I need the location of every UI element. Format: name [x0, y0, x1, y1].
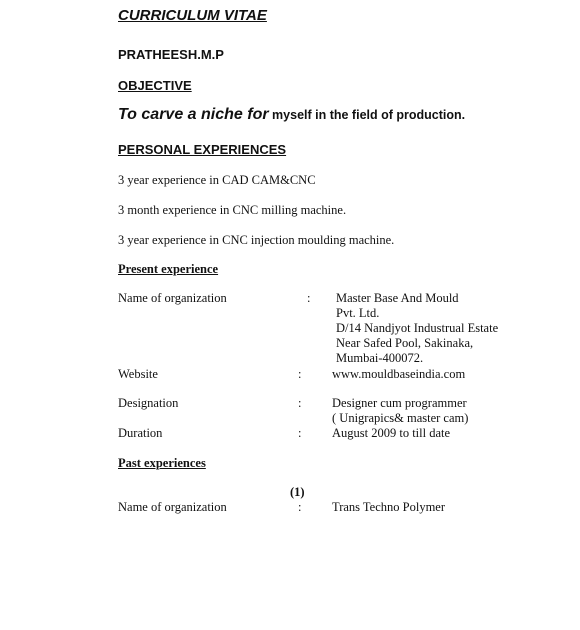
website-value: www.mouldbaseindia.com [332, 367, 466, 381]
present-experience-heading: Present experience [118, 262, 219, 276]
document-title: CURRICULUM VITAE [118, 7, 267, 24]
website-label: Website [118, 367, 158, 381]
present-org-line: D/14 Nandjyot Industrual Estate [336, 321, 499, 335]
experience-item: 3 year experience in CAD CAM&CNC [118, 173, 316, 187]
designation-label: Designation [118, 396, 179, 410]
present-org-colon: : [307, 291, 311, 305]
past-org-label: Name of organization [118, 500, 227, 514]
duration-label: Duration [118, 426, 163, 440]
past-org-colon: : [298, 500, 302, 514]
past-entry-number: (1) [290, 485, 305, 499]
objective-rest: myself in the field of production. [268, 108, 466, 122]
past-experiences-heading: Past experiences [118, 456, 206, 470]
present-org-line: Pvt. Ltd. [336, 306, 380, 320]
present-org-line: Near Safed Pool, Sakinaka, [336, 336, 474, 350]
designation-line: ( Unigrapics& master cam) [332, 411, 469, 425]
duration-colon: : [298, 426, 302, 440]
website-colon: : [298, 367, 302, 381]
personal-experiences-heading: PERSONAL EXPERIENCES [118, 142, 287, 157]
objective-statement [118, 106, 465, 124]
designation-line: Designer cum programmer [332, 396, 467, 410]
objective-heading: OBJECTIVE [118, 78, 192, 93]
past-org-value: Trans Techno Polymer [332, 500, 446, 514]
candidate-name: PRATHEESH.M.P [118, 47, 224, 62]
designation-colon: : [298, 396, 302, 410]
duration-value: August 2009 to till date [332, 426, 451, 440]
experience-item: 3 year experience in CNC injection moulding machine. [118, 233, 395, 247]
present-org-label: Name of organization [118, 291, 227, 305]
present-org-line: Mumbai-400072. [336, 351, 424, 365]
experience-item: 3 month experience in CNC milling machine. [118, 203, 347, 217]
present-org-line: Master Base And Mould [336, 291, 459, 305]
objective-emphasis: To carve a niche for [118, 106, 269, 123]
